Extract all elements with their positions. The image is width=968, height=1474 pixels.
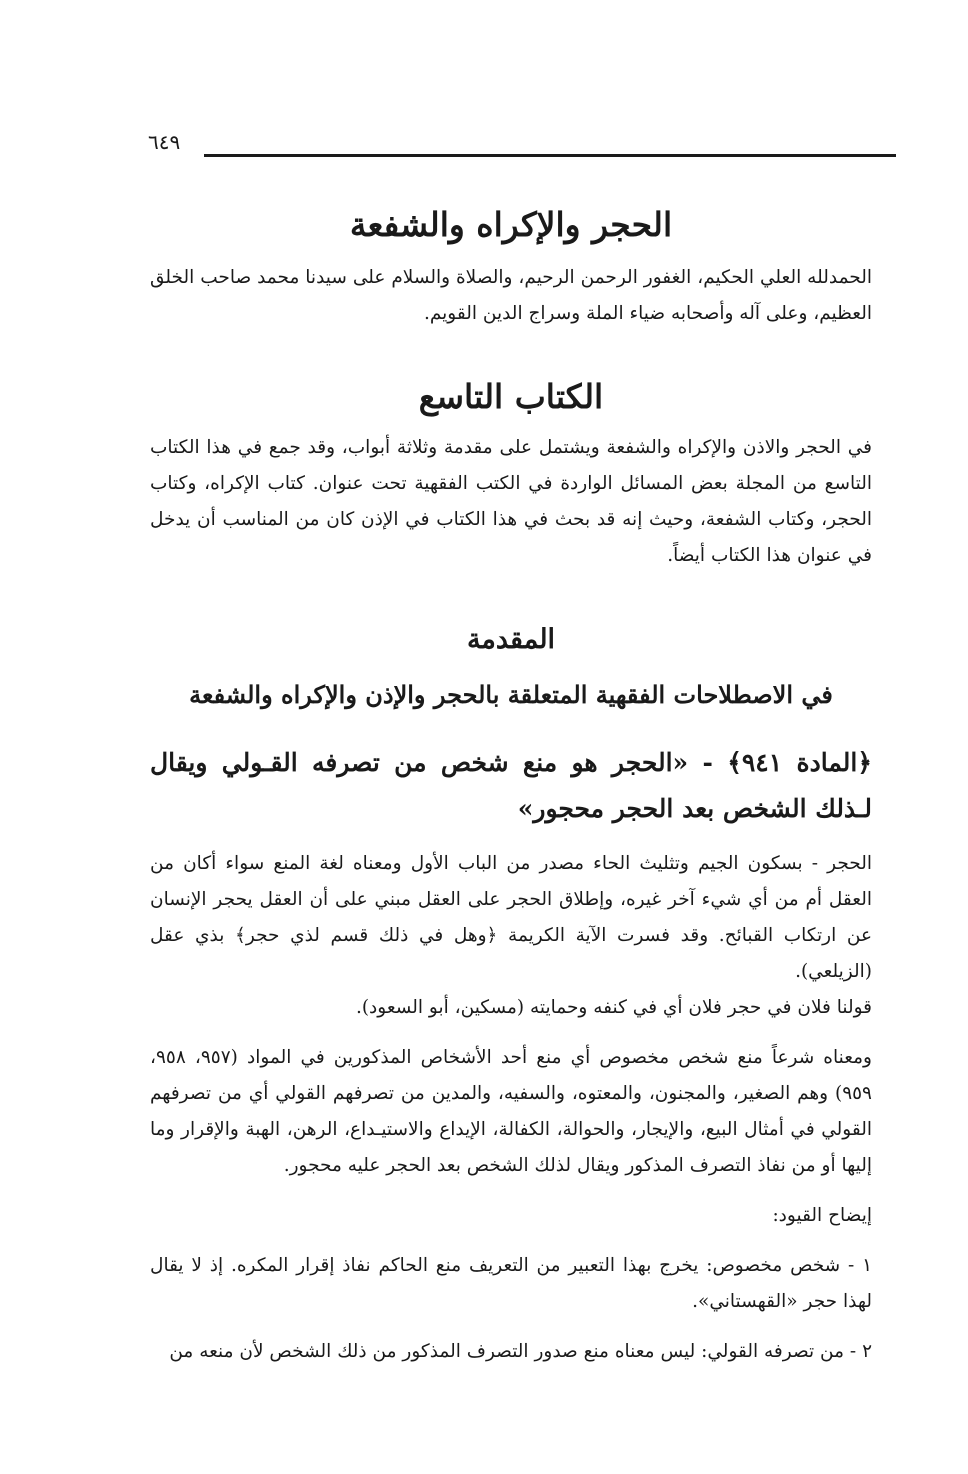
introduction-heading: المقدمة	[466, 624, 556, 655]
list-item-2: ٢ - من تصرفه القولي: ليس معناه منع صدور التصرف المذكور من ذلك الشخص لأن منعه من	[169, 1341, 872, 1362]
introduction-subheading: في الاصطلاحات الفقهية المتعلقة بالحجر والإذن والإكراه والشفعة	[189, 680, 833, 709]
opening-paragraph: الحمدلله العلي الحكيم، الغفور الرحمن الرحيم، والصلاة والسلام على سيدنا محمد صاحب الخلق العظيم، وعلى آله وأصحابه ضياء الملة وسراج الدين القويم.	[150, 267, 872, 324]
sharia-meaning-paragraph: ومعناه شرعاً منع شخص مخصوص أي منع أحد الأشخاص المذكورين في المواد (٩٥٧، ٩٥٨، ٩٥٩) وهم الصغير، والمجنون، والمعتوه، والسفيه، والمدين من تصرفهم القولي أي من تصرفهم القولي في أمثال البيع، والإيجار، والحوالة، الكفالة، الإيداع والاستيـداع، الرهن، الهبة والإقرار وما إليها أو من نفاذ التصرف المذكور ويقال لذلك الشخص بعد الحجر عليه محجور.	[150, 1047, 872, 1176]
main-title: الحجر والإكراه والشفعة	[349, 205, 673, 244]
page-header	[148, 130, 896, 160]
book-title: الكتاب التاسع	[418, 377, 604, 416]
idah-heading: إيضاح القيود:	[772, 1205, 872, 1226]
list-item-1: ١ - شخص مخصوص: يخرج بهذا التعبير من التعريف منع الحاكم نفاذ إقرار المكره. إذ لا يقال لهذا حجر «القهستاني».	[150, 1255, 872, 1312]
article-941: ﴿المادة ٩٤١﴾ - «الحجر هو منع شخص من تصرفه القـولي ويقال لـذلك الشخص بعد الحجر محجور»	[150, 748, 872, 823]
page-number: ٦٤٩	[148, 130, 181, 154]
qawluna-paragraph: قولنا فلان في حجر فلان أي في كنفه وحمايته (مسكين، أبو السعود).	[355, 997, 872, 1018]
book-intro-paragraph: في الحجر والاذن والإكراه والشفعة ويشتمل على مقدمة وثلاثة أبواب، وقد جمع في هذا الكتاب التاسع من المجلة بعض المسائل الواردة في الكتب الفقهية تحت عنوان. كتاب الإكراه، وكتاب الحجر، وكتاب الشفعة، وحيث إنه قد بحث في هذا الكتاب في الإذن كان من المناسب أن يدخل في عنوان هذا الكتاب أيضاً.	[150, 437, 872, 566]
header-rule	[204, 154, 896, 157]
hajr-definition-paragraph: الحجر - بسكون الجيم وتثليث الحاء مصدر من الباب الأول ومعناه لغة المنع سواء أكان من العقل أم من أي شيء آخر غيره، وإطلاق الحجر على العقل مبني على أن العقل يحجر الإنسان عن ارتكاب القبائح. وقد فسرت الآية الكريمة ﴿وهل في ذلك قسم لذي حجر﴾ بذي عقل (الزيلعي).	[150, 853, 872, 982]
page-content	[150, 196, 872, 1370]
